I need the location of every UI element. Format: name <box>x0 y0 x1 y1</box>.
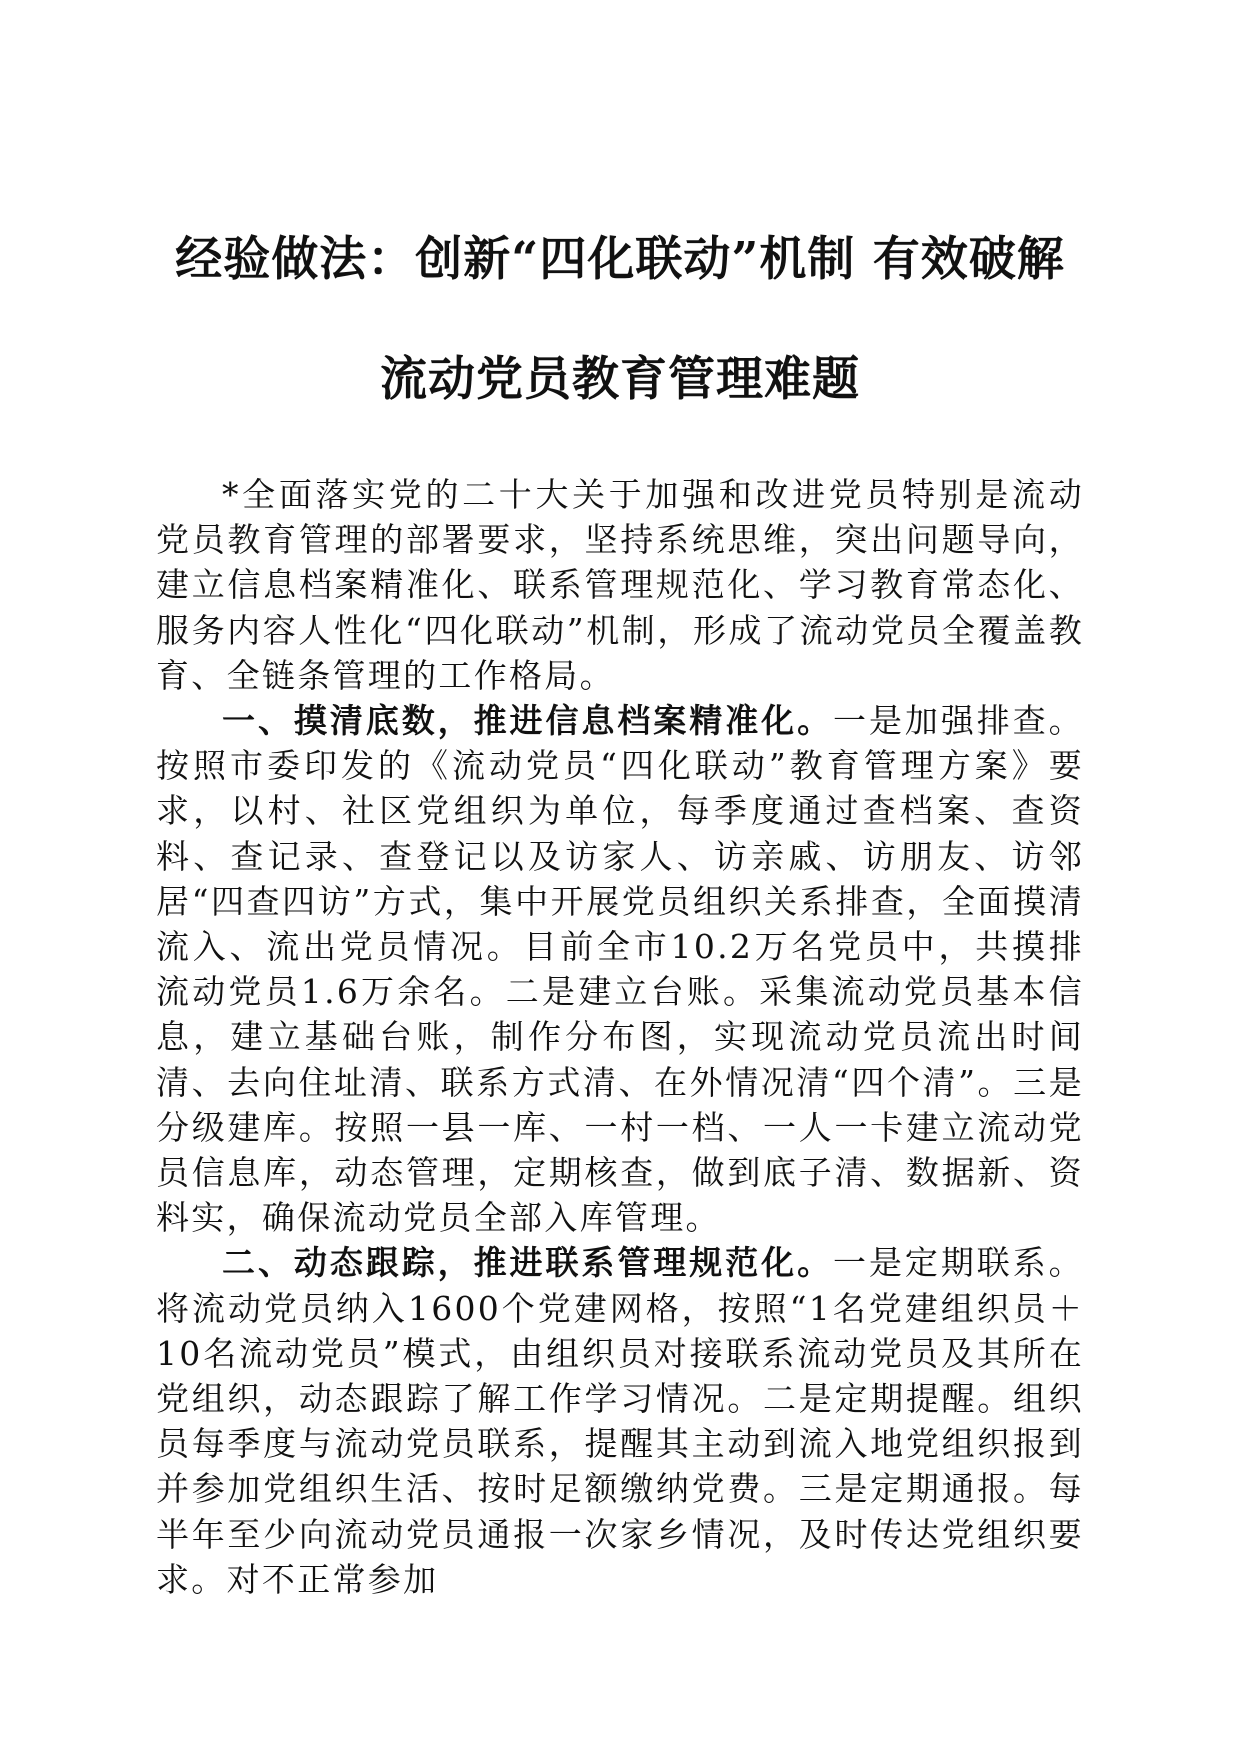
intro-paragraph: *全面落实党的二十大关于加强和改进党员特别是流动党员教育管理的部署要求，坚持系统思维，突出问题导向，建立信息档案精准化、联系管理规范化、学习教育常态化、服务内容人性化“四化联动”机制，形成了流动党员全覆盖教育、全链条管理的工作格局。 <box>156 475 1084 695</box>
section-body-1: 一是加强排查。按照市委印发的《流动党员“四化联动”教育管理方案》要求，以村、社区党组织为单位，每季度通过查档案、查资料、查记录、查登记以及访家人、访亲戚、访朋友、访邻居“四查四访”方式，集中开展党员组织关系排查，全面摸清流入、流出党员情况。目前全市10.2万名党员中，共摸排流动党员1.6万余名。二是建立台账。采集流动党员基本信息，建立基础台账，制作分布图，实现流动党员流出时间清、去向住址清、联系方式清、在外情况清“四个清”。三是分级建库。按照一县一库、一村一档、一人一卡建立流动党员信息库，动态管理，定期核查，做到底子清、数据新、资料实，确保流动党员全部入库管理。 <box>156 701 1084 1238</box>
section-body-2: 一是定期联系。将流动党员纳入1600个党建网格，按照“1名党建组织员＋10名流动党员”模式，由组织员对接联系流动党员及其所在党组织，动态跟踪了解工作学习情况。二是定期提醒。组织员每季度与流动党员联系，提醒其主动到流入地党组织报到并参加党组织生活、按时足额缴纳党费。三是定期通报。每半年至少向流动党员通报一次家乡情况，及时传达党组织要求。对不正常参加 <box>156 1243 1084 1599</box>
document-title-line-2: 流动党员教育管理难题 <box>380 352 860 407</box>
document-body <box>156 472 1084 1602</box>
section-heading-1: 一、摸清底数，推进信息档案精准化。 <box>222 701 834 741</box>
document-title-line-1: 经验做法：创新“四化联动”机制 有效破解 <box>175 232 1065 287</box>
section-paragraph-1 <box>156 698 1084 1240</box>
section-paragraph-2 <box>156 1240 1084 1602</box>
section-heading-2: 二、动态跟踪，推进联系管理规范化。 <box>222 1243 834 1283</box>
